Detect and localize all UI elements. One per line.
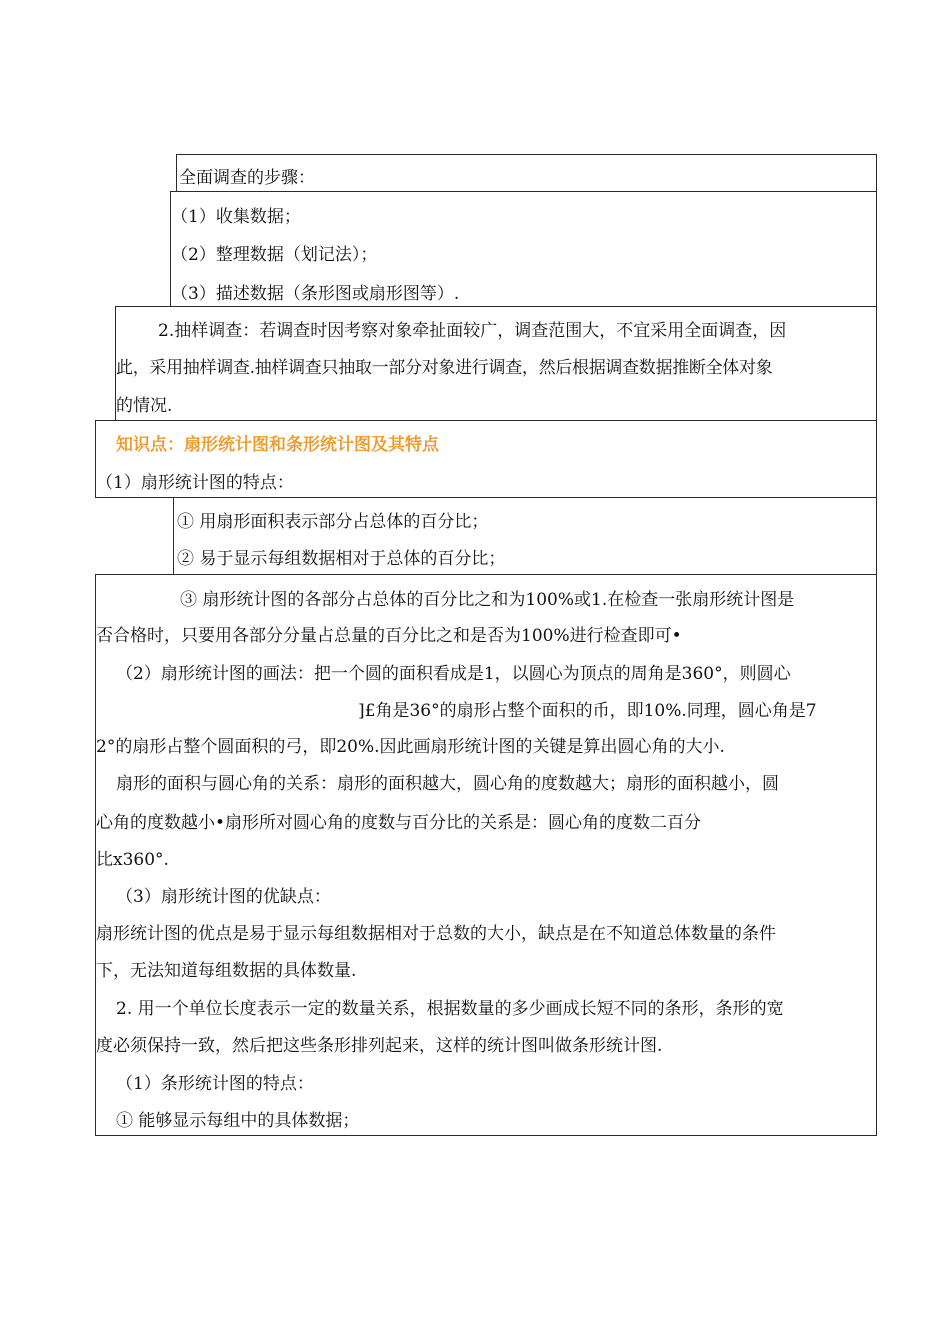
main-line: 度必须保持一致，然后把这些条形排列起来，这样的统计图叫做条形统计图.	[96, 1036, 663, 1056]
main-line: ③ 扇形统计图的各部分占总体的百分比之和为100%或1.在检查一张扇形统计图是	[180, 590, 795, 610]
main-line: （2）扇形统计图的画法：把一个圆的面积看成是1，以圆心为顶点的周角是360°，则圆心	[116, 664, 791, 684]
main-line: ]£角是36°的扇形占整个面积的币，即10%.同理，圆心角是7	[358, 701, 817, 721]
full-survey-step: （2）整理数据（划记法）；	[171, 245, 378, 265]
main-line: （1）条形统计图的特点：	[116, 1074, 314, 1094]
pie-feature-item: ① 用扇形面积表示部分占总体的百分比；	[177, 512, 489, 532]
knowledge-heading: 知识点：扇形统计图和条形统计图及其特点	[116, 435, 439, 455]
full-survey-step: （1）收集数据；	[171, 207, 301, 227]
full-survey-title: 全面调查的步骤：	[179, 168, 315, 188]
main-line: 比x360°.	[96, 850, 169, 870]
sampling-line: 此，采用抽样调查.抽样调查只抽取一部分对象进行调查，然后根据调查数据推断全体对象	[116, 358, 773, 378]
main-line: （3）扇形统计图的优缺点：	[116, 887, 331, 907]
main-line: 否合格时，只要用各部分分量占总量的百分比之和是否为100%进行检查即可•	[96, 626, 682, 646]
sampling-line: 2.抽样调查：若调查时因考察对象牵扯面较广，调查范围大，不宜采用全面调查，因	[158, 321, 787, 341]
pie-feature-item: ② 易于显示每组数据相对于总体的百分比；	[177, 549, 506, 569]
main-line: 下，无法知道每组数据的具体数量.	[96, 961, 357, 981]
main-line: ① 能够显示每组中的具体数据；	[116, 1111, 360, 1131]
sampling-line: 的情况.	[116, 396, 173, 416]
main-line: 扇形统计图的优点是易于显示每组数据相对于总数的大小，缺点是在不知道总体数量的条件	[96, 924, 776, 944]
full-survey-step: （3）描述数据（条形图或扇形图等）.	[171, 284, 460, 304]
main-line: 心角的度数越小•扇形所对圆心角的度数与百分比的关系是：圆心角的度数二百分	[96, 813, 702, 833]
main-line: 扇形的面积与圆心角的关系：扇形的面积越大，圆心角的度数越大；扇形的面积越小，圆	[116, 774, 779, 794]
main-line: 2°的扇形占整个圆面积的弓，即20%.因此画扇形统计图的关键是算出圆心角的大小.	[96, 737, 725, 757]
main-line: 2. 用一个单位长度表示一定的数量关系，根据数量的多少画成长短不同的条形，条形的宽	[116, 999, 784, 1019]
pie-features-title: （1）扇形统计图的特点：	[96, 473, 294, 493]
